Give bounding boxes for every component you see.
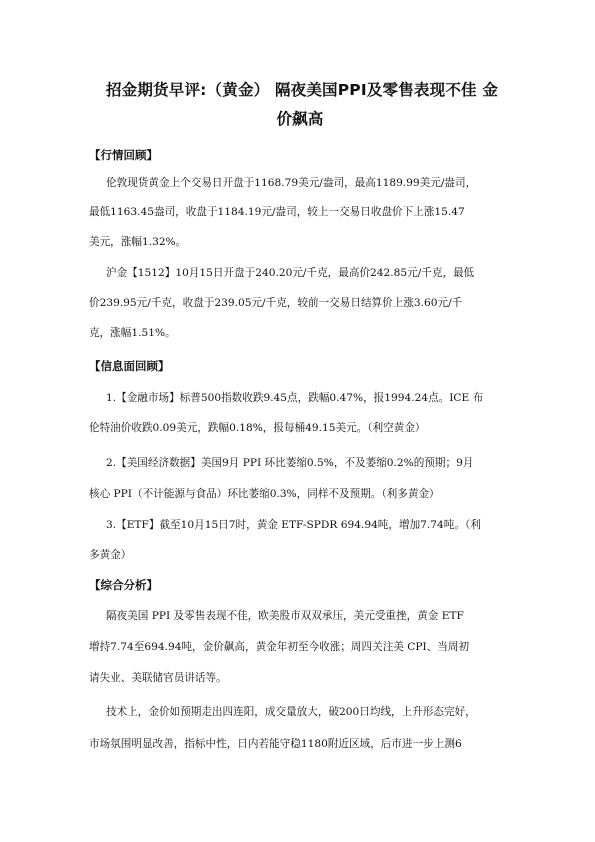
list-item-line: 3.【ETF】截至10月15日7时，黄金 ETF-SPDR 694.94吨，增加7.74吨。（利 [106,519,481,531]
paragraph-line: 价239.95元/千克，收盘于239.05元/千克，较前一交易日结算价上涨3.60元/千 [89,297,463,309]
list-item-line: 核心 PPI（不计能源与食品）环比萎缩0.3%，同样不及预期。（利多黄金） [89,488,440,500]
paragraph-line: 隔夜美国 PPI 及零售表现不佳，欧美股市双双承压，美元受重挫，黄金 ETF [106,610,464,622]
document-title-line-1: 招金期货早评:（黄金） 隔夜美国PPI及零售表现不佳 金 [105,81,499,99]
list-item-line: 多黄金） [89,549,132,561]
section-heading-market-review: 【行情回顾】 [89,148,158,162]
section-heading-analysis: 【综合分析】 [89,578,158,592]
paragraph-line: 伦敦现货黄金上个交易日开盘于1168.79美元/盎司，最高1189.99美元/盎司， [106,177,477,189]
paragraph-line: 沪金【1512】10月15日开盘于240.20元/千克，最高价242.85元/千克，最低 [106,267,475,279]
paragraph-line: 请失业、美联储官员讲话等。 [89,672,227,684]
paragraph-line: 市场氛围明显改善，指标中性，日内若能守稳1180附近区域，后市进一步上测6 [89,738,462,750]
paragraph-line: 最低1163.45盎司，收盘于1184.19元/盎司，较上一交易日收盘价下上涨15.47 [89,206,465,218]
paragraph-line: 克，涨幅1.51%。 [89,327,176,339]
paragraph-line: 技术上，金价如预期走出四连阳，成交量放大，破200日均线，上升形态完好， [106,706,476,718]
list-item-line: 1.【金融市场】标普500指数收跌9.45点，跌幅0.47%，报1994.24点。ICE 布 [106,392,484,404]
list-item-line: 2.【美国经济数据】美国9月 PPI 环比萎缩0.5%，不及萎缩0.2%的预期；9月 [106,457,474,469]
paragraph-line: 美元，涨幅1.32%。 [89,236,187,248]
section-heading-news-review: 【信息面回顾】 [89,359,170,373]
paragraph-line: 增持7.74至694.94吨，金价飙高，黄金年初至今收涨；周四关注美 CPI、当周初 [89,641,470,653]
document-title-line-2: 价飙高 [276,110,324,128]
list-item-line: 伦特油价收跌0.09美元，跌幅0.18%，报每桶49.15美元。（利空黄金） [89,422,426,434]
